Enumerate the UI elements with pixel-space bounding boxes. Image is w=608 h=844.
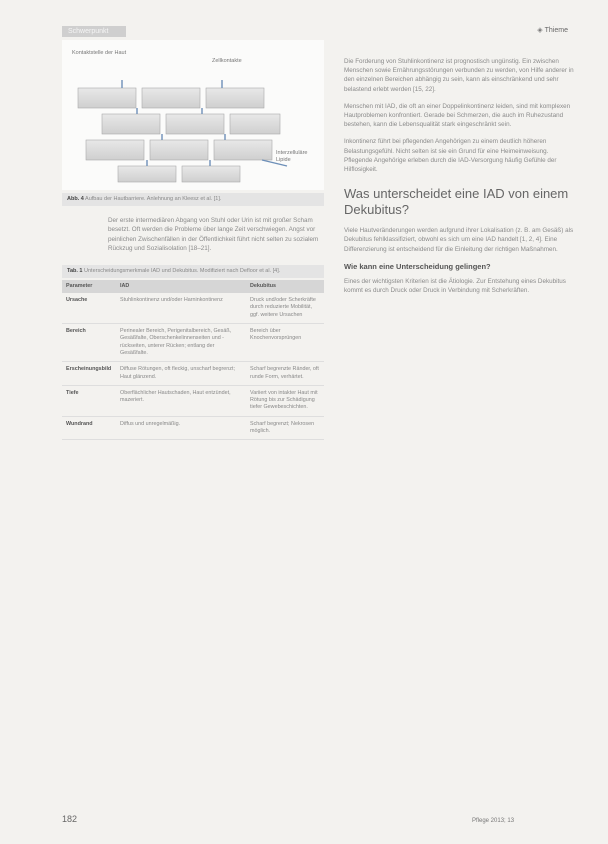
row-decubitus: Druck und/oder Scherkräfte durch reduzierte Mobilität, ggf. weitere Ursachen — [246, 293, 324, 323]
brick-mortar-diagram — [62, 40, 324, 190]
corneocyte-7 — [86, 140, 144, 160]
row-decubitus: Scharf begrenzte Ränder, oft runde Form, verhärtet. — [246, 362, 324, 386]
corneocyte-8 — [150, 140, 208, 160]
corneocyte-10 — [118, 166, 176, 182]
table-caption — [62, 265, 324, 278]
section-heading: Was unterscheidet eine IAD von einem Dekubitus? — [344, 186, 569, 218]
row-parameter: Wundrand — [62, 416, 116, 440]
row-parameter: Ursache — [62, 293, 116, 323]
table-row — [62, 324, 324, 362]
row-iad: Stuhlinkontinenz und/oder Harninkontinenz — [116, 293, 246, 323]
row-parameter: Bereich — [62, 324, 116, 362]
table-row — [62, 362, 324, 386]
figure-caption-prefix: Abb. 4 — [67, 196, 84, 202]
skin-barrier-figure — [62, 40, 324, 190]
paragraph-3: Inkontinenz führt bei pflegenden Angehörigen zu einem deutlich höheren Belastungsgefühl. Nicht selten ist sie ein Grund für eine Heimeinweisung. Pflegende Angehörige erleben durch die IAD-Versorgung häufig Gefühle der Hilflosigkeit. — [344, 138, 557, 174]
row-parameter: Erscheinungsbild — [62, 362, 116, 386]
header-decubitus: Dekubitus — [246, 280, 324, 293]
row-decubitus: Bereich über Knochenvorsprüngen — [246, 324, 324, 362]
row-iad: Oberflächlicher Hautschaden, Haut entzündet, mazeriert. — [116, 385, 246, 416]
paragraph-5: Eines der wichtigsten Kriterien ist die Ätiologie. Zur Entstehung eines Dekubitus kommt es durch Druck oder Druck in Verbindung mit Scherkräften. — [344, 277, 566, 295]
figure-label-contact: Kontaktstelle der Haut — [72, 50, 127, 56]
row-iad: Perinealer Bereich, Perigenitalbereich, Gesäß, Gesäßfalte, Oberschenkelinnenseiten und -rückseiten, unterer Rücken; entlang der Gesäßfalte. — [116, 324, 246, 362]
left-column — [62, 40, 324, 440]
subsection-heading: Wie kann eine Unterscheidung gelingen? — [344, 261, 491, 271]
table-caption-prefix: Tab. 1 — [67, 268, 83, 275]
figure-label-cell-contacts: Zellkontakte — [212, 58, 242, 64]
row-iad: Diffus und unregelmäßig. — [116, 416, 246, 440]
table-row — [62, 416, 324, 440]
figure-caption-text: Aufbau der Hautbarriere. Anlehnung an Kleesz et al. [1]. — [85, 196, 222, 202]
table-row — [62, 385, 324, 416]
corneocyte-6 — [230, 114, 280, 134]
corneocyte-11 — [182, 166, 240, 182]
corneocyte-3 — [206, 88, 264, 108]
iad-decubitus-table — [62, 280, 324, 440]
paragraph-1: Die Forderung von Stuhlinkontinenz ist prognostisch ungünstig. Ein zwischen Menschen sowie Ernährungsstörungen verbunden zu werden, von Hilfe anderer in den einzelnen Bereichen abhängig zu sein, kann als einschränkend und sehr belastend erlebt werden [15, 22]. — [344, 58, 574, 93]
brand-name: Thieme — [544, 27, 568, 34]
figure-label-lipids: Interzelluläre Lipide — [276, 150, 308, 163]
table-row — [62, 293, 324, 323]
table-caption-text: Unterscheidungsmerkmale IAD und Dekubitus. Modifiziert nach Defloor et al. [4]. — [84, 268, 281, 275]
journal-citation: Pflege 2013; 13 — [472, 818, 515, 824]
corneocyte-9 — [214, 140, 272, 160]
brand — [537, 26, 568, 34]
page-number: 182 — [62, 814, 78, 824]
corneocyte-1 — [78, 88, 136, 108]
paragraph-4: Viele Hautveränderungen werden aufgrund ihrer Lokalisation (z. B. am Gesäß) als Dekubitus fehlklassifiziert, obwohl es sich um eine IAD handelt [1, 2, 4]. Eine Differenzierung ist entscheidend für die Einleitung der richtigen Maßnahmen. — [344, 227, 574, 253]
section-tab: Schwerpunkt — [62, 26, 126, 37]
right-column — [344, 57, 576, 303]
table-header-row — [62, 280, 324, 293]
row-iad: Diffuse Rötungen, oft fleckig, unscharf begrenzt; Haut glänzend. — [116, 362, 246, 386]
header-iad: IAD — [116, 280, 246, 293]
figure-caption — [62, 193, 324, 206]
corneocyte-4 — [102, 114, 160, 134]
header-parameter: Parameter — [62, 280, 116, 293]
row-decubitus: Scharf begrenzt; Nekrosen möglich. — [246, 416, 324, 440]
corneocyte-5 — [166, 114, 224, 134]
row-decubitus: Variiert von intakter Haut mit Rötung bis zur Schädigung tiefer Gewebeschichten. — [246, 385, 324, 416]
intro-paragraph: Der erste intermediären Abgang von Stuhl oder Urin ist mit großer Scham besetzt. Oft werden die Probleme über lange Zeit verschwiegen. Angst vor peinlichen Zwischenfällen in der Öffentlichkeit führt nicht selten zu sozialem Rückzug und Sozialisolation [18–21]. — [108, 217, 319, 252]
paragraph-2: Menschen mit IAD, die oft an einer Doppelinkontinenz leiden, sind mit komplexen Hautproblemen konfrontiert. Gerade bei Schmerzen, die auch im Ruhezustand bestehen, kann die Lebensqualität stark eingeschränkt sein. — [344, 102, 571, 129]
thieme-logo-icon: ◈ — [537, 27, 543, 34]
row-parameter: Tiefe — [62, 385, 116, 416]
corneocyte-2 — [142, 88, 200, 108]
